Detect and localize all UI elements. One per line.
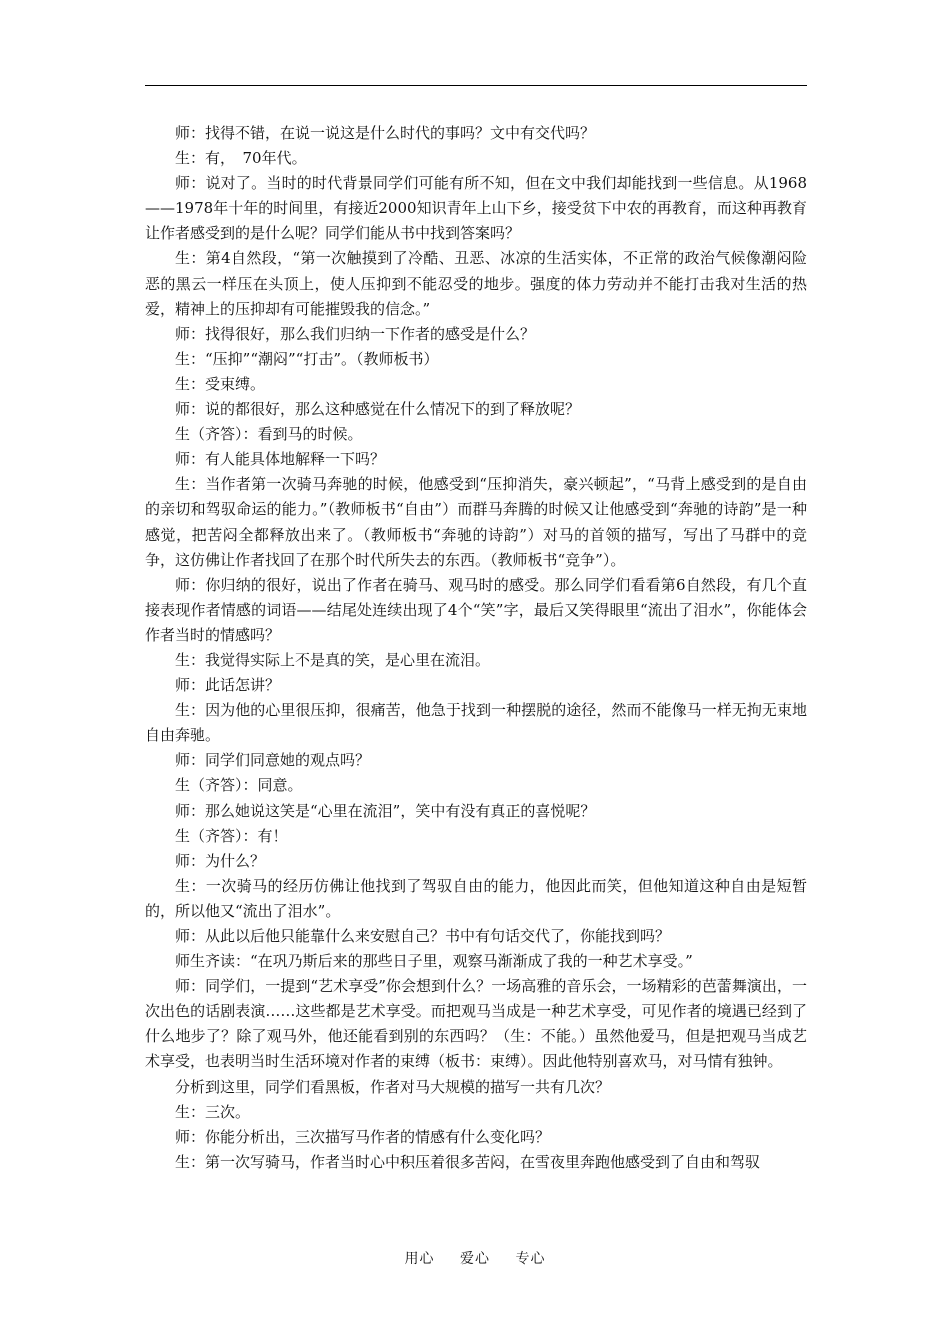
paragraph: 生（齐答）：有！ bbox=[175, 826, 288, 845]
paragraph: 生：我觉得实际上不是真的笑，是心里在流泪。 bbox=[175, 650, 491, 669]
paragraph: 师：你能分析出，三次描写马作者的情感有什么变化吗？ bbox=[175, 1127, 551, 1146]
paragraph: 生（齐答）：看到马的时候。 bbox=[175, 425, 363, 444]
footer-motto-1: 用心 bbox=[404, 1251, 435, 1267]
paragraph: 生：“压抑”“潮闷”“打击”。（教师板书） bbox=[175, 349, 439, 368]
paragraph: 师：有人能具体地解释一下吗？ bbox=[175, 450, 386, 469]
paragraph: 师：同学们同意她的观点吗？ bbox=[175, 751, 371, 770]
footer-motto-3: 专心 bbox=[515, 1251, 546, 1267]
paragraph: 师：找得不错，在说一说这是什么时代的事吗？文中有交代吗？ bbox=[175, 124, 596, 142]
document-body bbox=[145, 121, 807, 1175]
paragraph: 生：有， 70年代。 bbox=[175, 149, 307, 168]
paragraph: 分析到这里，同学们看黑板，作者对马大规模的描写一共有几次？ bbox=[175, 1077, 611, 1096]
paragraph: 师：说对了。当时的时代背景同学们可能有所不知，但在文中我们却能找到一些信息。从1968——1978年十年的时间里，有接近2000知识青年上山下乡，接受贫下中农的再教育，而这种再教育让作者感受到的是什么呢？同学们能从书中找到答案吗？ bbox=[145, 174, 807, 243]
paragraph: 师：同学们，一提到“艺术享受”你会想到什么？一场高雅的音乐会，一场精彩的芭蕾舞演出，一次出色的话剧表演……这些都是艺术享受。而把观马当成是一种艺术享受，可见作者的境遇已经到了什么地步了？除了观马外，他还能看到别的东西吗？（生：不能。）虽然他爱马，但是把观马当成艺术享受，也表明当时生活环境对作者的束缚（板书：束缚）。因此他特别喜欢马，对马情有独钟。 bbox=[145, 977, 807, 1071]
paragraph: 生：受束缚。 bbox=[175, 374, 266, 393]
header-rule bbox=[145, 85, 807, 86]
footer-motto-2: 爱心 bbox=[460, 1251, 490, 1267]
paragraph: 生（齐答）：同意。 bbox=[175, 776, 303, 795]
paragraph: 师：为什么？ bbox=[175, 851, 266, 870]
paragraph: 师：那么她说这笑是“心里在流泪”，笑中有没有真正的喜悦呢？ bbox=[175, 801, 596, 820]
paragraph: 师：找得很好，那么我们归纳一下作者的感受是什么？ bbox=[175, 324, 536, 343]
paragraph: 生：第一次写骑马，作者当时心中积压着很多苦闷，在雪夜里奔跑他感受到了自由和驾驭 bbox=[175, 1152, 761, 1171]
paragraph: 师：你归纳的很好，说出了作者在骑马、观马时的感受。那么同学们看看第6自然段，有几个直接表现作者情感的词语——结尾处连续出现了4个“笑”字，最后又笑得眼里“流出了泪水”，你能体会作者当时的情感吗？ bbox=[145, 575, 807, 644]
paragraph: 生：因为他的心里很压抑，很痛苦，他急于找到一种摆脱的途径，然而不能像马一样无拘无束地自由奔驰。 bbox=[145, 701, 807, 745]
paragraph: 生：三次。 bbox=[175, 1102, 251, 1121]
paragraph: 师：此话怎讲？ bbox=[175, 676, 281, 695]
paragraph: 生：一次骑马的经历仿佛让他找到了驾驭自由的能力，他因此而笑，但他知道这种自由是短暂的，所以他又“流出了泪水”。 bbox=[145, 876, 807, 920]
paragraph: 师生齐读：“在巩乃斯后来的那些日子里，观察马渐渐成了我的一种艺术享受。” bbox=[175, 952, 693, 971]
paragraph: 师：从此以后他只能靠什么来安慰自己？书中有句话交代了，你能找到吗？ bbox=[175, 927, 671, 945]
paragraph: 生：第4自然段，“第一次触摸到了冷酷、丑恶、冰凉的生活实体，不正常的政治气候像潮闷险恶的黑云一样压在头顶上，使人压抑到不能忍受的地步。强度的体力劳动并不能打击我对生活的热爱，精神上的压抑却有可能摧毁我的信念。” bbox=[145, 249, 807, 318]
page-footer bbox=[0, 1248, 950, 1268]
paragraph: 师：说的都很好，那么这种感觉在什么情况下的到了释放呢？ bbox=[175, 400, 581, 419]
paragraph: 生：当作者第一次骑马奔驰的时候，他感受到“压抑消失，豪兴顿起”，“马背上感受到的是自由的亲切和驾驭命运的能力。”（教师板书“自由”）而群马奔腾的时候又让他感受到“奔驰的诗韵”是一种感觉，把苦闷全都释放出来了。（教师板书“奔驰的诗韵”）对马的首领的描写，写出了马群中的竞争，这仿佛让作者找回了在那个时代所失去的东西。（教师板书“竞争”）。 bbox=[145, 475, 807, 569]
